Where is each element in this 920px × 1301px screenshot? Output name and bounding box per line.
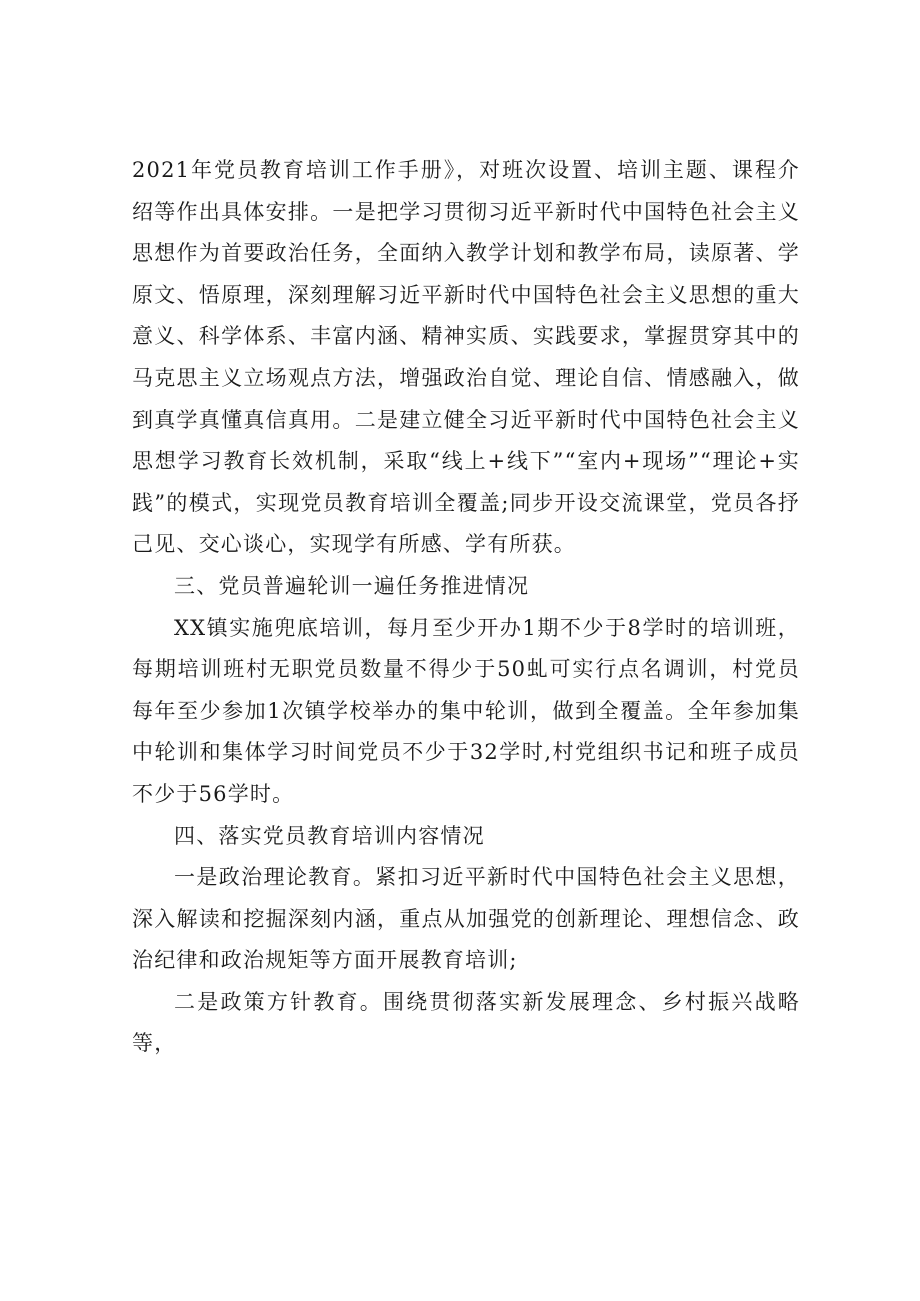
section-heading-4: 四、落实党员教育培训内容情况 bbox=[174, 823, 485, 848]
paragraph-training-manual: 2021年党员教育培训工作手册》，对班次设置、培训主题、课程介绍等作出具体安排。一是把学习贯彻习近平新时代中国特色社会主义思想作为首要政治任务，全面纳入教学计划和教学布局，读原著、学原文、悟原理，深刻理解习近平新时代中国特色社会主义思想的重大意义、科学体系、丰富内涵、精神实质、实践要求，掌握贯穿其中的马克思主义立场观点方法，增强政治自觉、理论自信、情感融入，做到真学真懂真信真用。二是建立健全习近平新时代中国特色社会主义思想学习教育长效机制，采取“线上+线下”“室内+现场”“理论+实践”的模式，实现党员教育培训全覆盖;同步开设交流课堂，党员各抒己见、交心谈心，实现学有所感、学有所获。 bbox=[132, 158, 800, 557]
paragraph-policy-education: 二是政策方针教育。围绕贯彻落实新发展理念、乡村振兴战略等， bbox=[132, 989, 800, 1056]
paragraph-rotation-training: XX镇实施兜底培训，每月至少开办1期不少于8学时的培训班，每期培训班村无职党员数量不得少于50虬可实行点名调训，村党员每年至少参加1次镇学校举办的集中轮训，做到全覆盖。全年参加集中轮训和集体学习时间党员不少于32学时,村党组织书记和班子成员不少于56学时。 bbox=[132, 615, 800, 806]
section-heading-3: 三、党员普遍轮训一遍任务推进情况 bbox=[174, 573, 530, 598]
document-body bbox=[132, 150, 800, 1065]
paragraph-political-theory: 一是政治理论教育。紧扣习近平新时代中国特色社会主义思想，深入解读和挖掘深刻内涵，重点从加强党的创新理论、理想信念、政治纪律和政治规矩等方面开展教育培训; bbox=[132, 865, 800, 973]
